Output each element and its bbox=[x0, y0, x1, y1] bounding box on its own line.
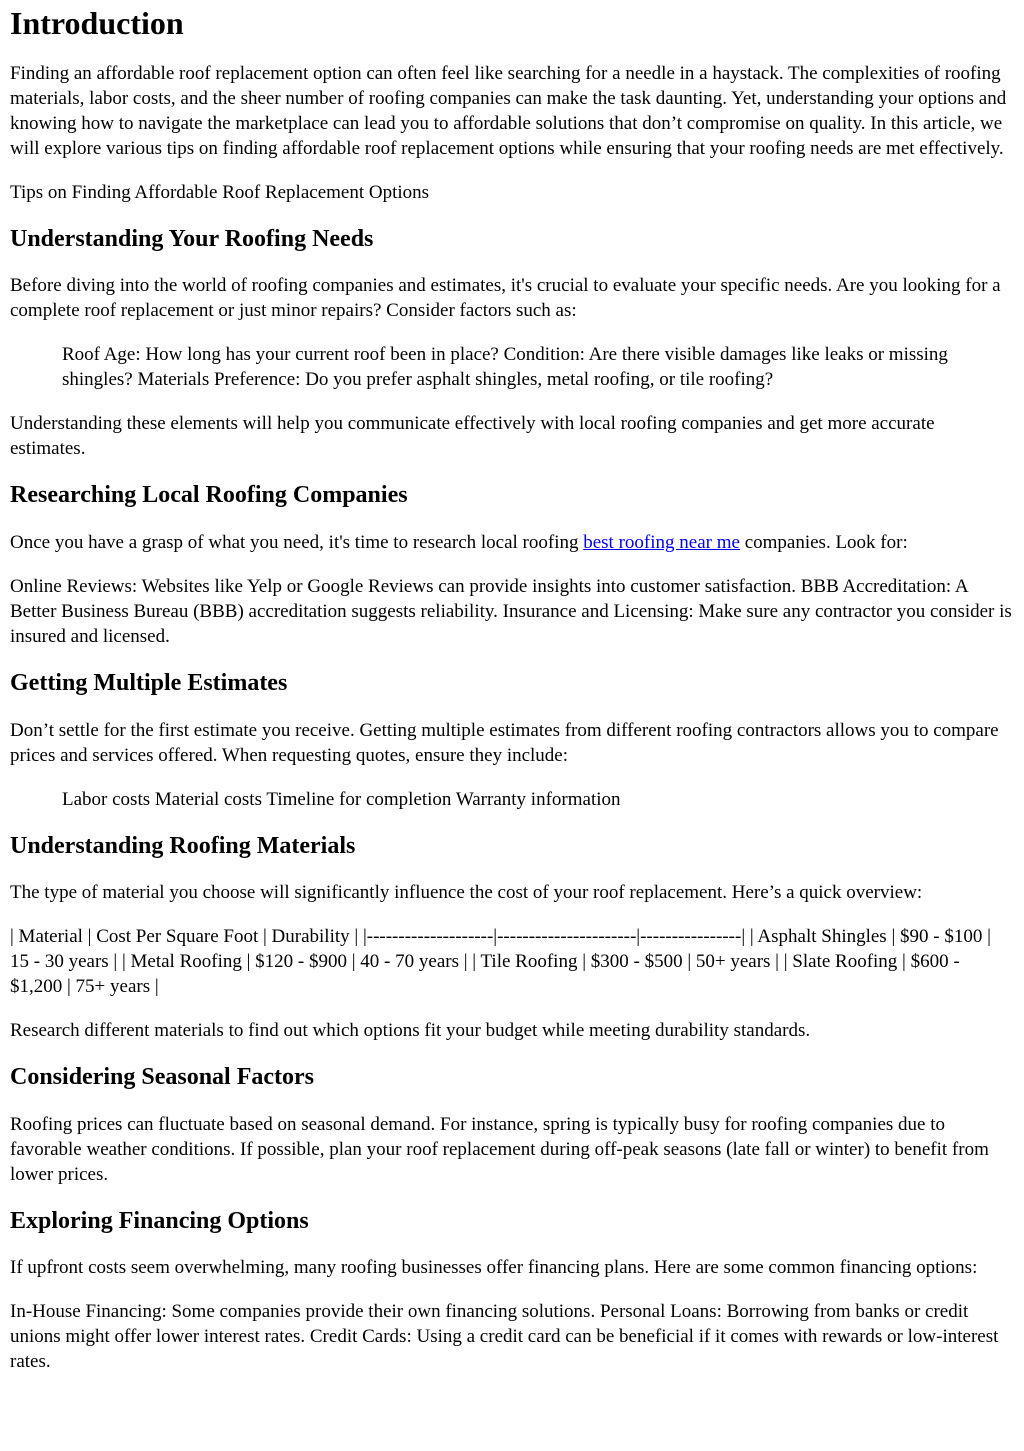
page-title: Introduction bbox=[10, 5, 184, 41]
researching-lead-paragraph bbox=[10, 530, 1014, 555]
financing-paragraph: If upfront costs seem overwhelming, many roofing businesses offer financing plans. Here are some common financing options: bbox=[10, 1257, 978, 1279]
section-heading-materials: Understanding Roofing Materials bbox=[10, 832, 356, 859]
materials-paragraph: The type of material you choose will significantly influence the cost of your roof replacement. Here’s a quick overview: bbox=[10, 882, 923, 904]
best-roofing-near-me-link[interactable]: best roofing near me bbox=[583, 531, 740, 553]
estimates-paragraph: Don’t settle for the first estimate you receive. Getting multiple estimates from different roofing contractors allows you to compare prices and services offered. When requesting quotes, ensure they include: bbox=[10, 719, 999, 766]
article-page bbox=[0, 5, 1024, 1451]
researching-reviews-paragraph: Online Reviews: Websites like Yelp or Google Reviews can provide insights into customer satisfaction. BBB Accreditation: A Better Business Bureau (BBB) accreditation suggests reliability. Insurance and Licensing: Make sure any contractor you consider is insured and licensed. bbox=[10, 575, 1012, 647]
section-heading-estimates: Getting Multiple Estimates bbox=[10, 669, 288, 696]
intro-paragraph: Finding an affordable roof replacement option can often feel like searching for a needle in a haystack. The complexities of roofing materials, labor costs, and the sheer number of roofing companies can make the task daunting. Yet, understanding your options and knowing how to navigate the marketplace can lead you to affordable solutions that don’t compromise on quality. In this article, we will explore various tips on finding affordable roof replacement options while ensuring that your roofing needs are met effectively. bbox=[10, 62, 1007, 159]
tips-line: Tips on Finding Affordable Roof Replacement Options bbox=[10, 181, 430, 203]
roofing-needs-closing: Understanding these elements will help you communicate effectively with local roofing companies and get more accurate estimates. bbox=[10, 413, 935, 460]
materials-closing: Research different materials to find out which options fit your budget while meeting durability standards. bbox=[10, 1020, 811, 1042]
estimate-items-quote: Labor costs Material costs Timeline for completion Warranty information bbox=[62, 788, 621, 810]
seasonal-paragraph: Roofing prices can fluctuate based on seasonal demand. For instance, spring is typically busy for roofing companies due to favorable weather conditions. If possible, plan your roof replacement during off-peak seasons (late fall or winter) to benefit from lower prices. bbox=[10, 1113, 989, 1185]
roofing-needs-paragraph: Before diving into the world of roofing companies and estimates, it's crucial to evaluate your specific needs. Are you looking for a complete roof replacement or just minor repairs? Consider factors such as: bbox=[10, 275, 1001, 322]
section-heading-financing: Exploring Financing Options bbox=[10, 1207, 309, 1234]
section-heading-seasonal: Considering Seasonal Factors bbox=[10, 1064, 315, 1091]
lead-text-before-link: Once you have a grasp of what you need, it's time to research local roofing bbox=[10, 531, 584, 553]
lead-text-after-link: companies. Look for: bbox=[739, 531, 908, 553]
section-heading-roofing-needs: Understanding Your Roofing Needs bbox=[10, 225, 374, 252]
roof-factors-quote: Roof Age: How long has your current roof been in place? Condition: Are there visible damages like leaks or missing shingles? Materials Preference: Do you prefer asphalt shingles, metal roofing, or tile roofing? bbox=[62, 344, 948, 391]
materials-table-text: | Material | Cost Per Square Foot | Durability | |--------------------|----------------------|----------------| | Asphalt Shingles | $90 - $100 | 15 - 30 years | | Metal Roofing | $120 - $900 | 40 - 70 years | | Tile Roofing | $300 - $500 | 50+ years | | Slate Roofing | $600 - $1,200 | 75+ years | bbox=[10, 926, 991, 998]
financing-options-paragraph: In-House Financing: Some companies provide their own financing solutions. Personal Loans: Borrowing from banks or credit unions might offer lower interest rates. Credit Cards: Using a credit card can be beneficial if it comes with rewards or low-interest rates. bbox=[10, 1301, 999, 1373]
section-heading-researching: Researching Local Roofing Companies bbox=[10, 482, 408, 509]
